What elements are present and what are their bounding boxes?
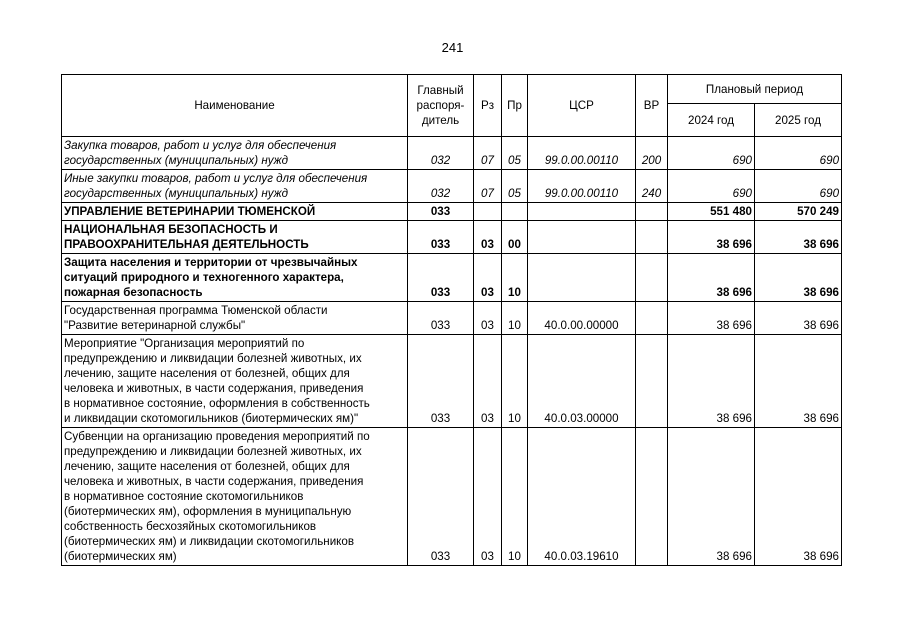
row-name: Защита населения и территории от чрезвычайных ситуаций природного и техногенного характера, пожарная безопасность [62, 254, 408, 302]
row-pr: 10 [502, 335, 528, 428]
table-row [62, 254, 842, 302]
row-amount-2025: 38 696 [755, 254, 842, 302]
row-amount-2024: 38 696 [668, 221, 755, 254]
header-year-2025: 2025 год [755, 104, 842, 137]
row-csr: 40.0.00.00000 [528, 302, 636, 335]
row-pr: 10 [502, 428, 528, 566]
row-amount-2024: 38 696 [668, 335, 755, 428]
row-pr: 05 [502, 137, 528, 170]
row-vr [636, 428, 668, 566]
row-vr [636, 203, 668, 221]
row-pr: 10 [502, 254, 528, 302]
row-glav: 033 [408, 254, 474, 302]
row-rz: 03 [474, 335, 502, 428]
header-year-2024: 2024 год [668, 104, 755, 137]
table-row [62, 335, 842, 428]
row-name: НАЦИОНАЛЬНАЯ БЕЗОПАСНОСТЬ И ПРАВООХРАНИТЕЛЬНАЯ ДЕЯТЕЛЬНОСТЬ [62, 221, 408, 254]
row-csr: 40.0.03.00000 [528, 335, 636, 428]
row-rz: 03 [474, 221, 502, 254]
header-csr: ЦСР [528, 75, 636, 137]
row-rz [474, 203, 502, 221]
header-name: Наименование [62, 75, 408, 137]
row-amount-2024: 38 696 [668, 428, 755, 566]
row-name: Закупка товаров, работ и услуг для обеспечения государственных (муниципальных) нужд [62, 137, 408, 170]
row-vr [636, 335, 668, 428]
table-row [62, 137, 842, 170]
row-name: УПРАВЛЕНИЕ ВЕТЕРИНАРИИ ТЮМЕНСКОЙ [62, 203, 408, 221]
row-vr [636, 302, 668, 335]
row-pr: 00 [502, 221, 528, 254]
row-vr: 200 [636, 137, 668, 170]
row-vr [636, 221, 668, 254]
header-glav: Главный распоря-дитель [408, 75, 474, 137]
header-pr: Пр [502, 75, 528, 137]
row-csr: 40.0.03.19610 [528, 428, 636, 566]
row-name: Мероприятие "Организация мероприятий по предупреждению и ликвидации болезней животных, их лечению, защите населения от болезней, общих для человека и животных, в части содержания, приведения в нормативное состояние, оформления в собственность и ликвидации скотомогильников (биотермических ям)" [62, 335, 408, 428]
row-rz: 03 [474, 254, 502, 302]
row-amount-2024: 690 [668, 170, 755, 203]
row-pr: 10 [502, 302, 528, 335]
row-vr [636, 254, 668, 302]
row-pr [502, 203, 528, 221]
row-amount-2025: 690 [755, 170, 842, 203]
row-csr [528, 203, 636, 221]
row-glav: 033 [408, 203, 474, 221]
row-amount-2025: 38 696 [755, 302, 842, 335]
row-amount-2025: 690 [755, 137, 842, 170]
row-rz: 03 [474, 302, 502, 335]
table-header [62, 75, 842, 137]
header-period: Плановый период [668, 75, 842, 104]
row-rz: 07 [474, 137, 502, 170]
row-amount-2024: 551 480 [668, 203, 755, 221]
row-csr [528, 254, 636, 302]
row-glav: 032 [408, 137, 474, 170]
row-glav: 033 [408, 335, 474, 428]
table-body [62, 137, 842, 566]
row-glav: 032 [408, 170, 474, 203]
row-name: Субвенции на организацию проведения мероприятий по предупреждению и ликвидации болезней животных, их лечению, защите населения от болезней, общих для человека и животных, в части содержания, приведения в нормативное состояние скотомогильников (биотермических ям), оформления в муниципальную собственность бесхозяйных скотомогильников (биотермических ям) и ликвидации скотомогильников (биотермических ям) [62, 428, 408, 566]
header-vr: ВР [636, 75, 668, 137]
row-glav: 033 [408, 428, 474, 566]
row-vr: 240 [636, 170, 668, 203]
row-amount-2025: 38 696 [755, 428, 842, 566]
row-name: Иные закупки товаров, работ и услуг для обеспечения государственных (муниципальных) нужд [62, 170, 408, 203]
row-amount-2025: 38 696 [755, 221, 842, 254]
table-row [62, 302, 842, 335]
row-rz: 07 [474, 170, 502, 203]
table-row [62, 221, 842, 254]
row-csr: 99.0.00.00110 [528, 137, 636, 170]
table-row [62, 428, 842, 566]
row-amount-2025: 570 249 [755, 203, 842, 221]
row-glav: 033 [408, 302, 474, 335]
row-amount-2024: 690 [668, 137, 755, 170]
row-rz: 03 [474, 428, 502, 566]
table-row [62, 203, 842, 221]
row-glav: 033 [408, 221, 474, 254]
row-amount-2024: 38 696 [668, 254, 755, 302]
row-amount-2025: 38 696 [755, 335, 842, 428]
table-row [62, 170, 842, 203]
header-rz: Рз [474, 75, 502, 137]
row-name: Государственная программа Тюменской области "Развитие ветеринарной службы" [62, 302, 408, 335]
row-amount-2024: 38 696 [668, 302, 755, 335]
row-pr: 05 [502, 170, 528, 203]
row-csr [528, 221, 636, 254]
budget-table [61, 74, 842, 566]
row-csr: 99.0.00.00110 [528, 170, 636, 203]
page-number: 241 [441, 40, 464, 55]
